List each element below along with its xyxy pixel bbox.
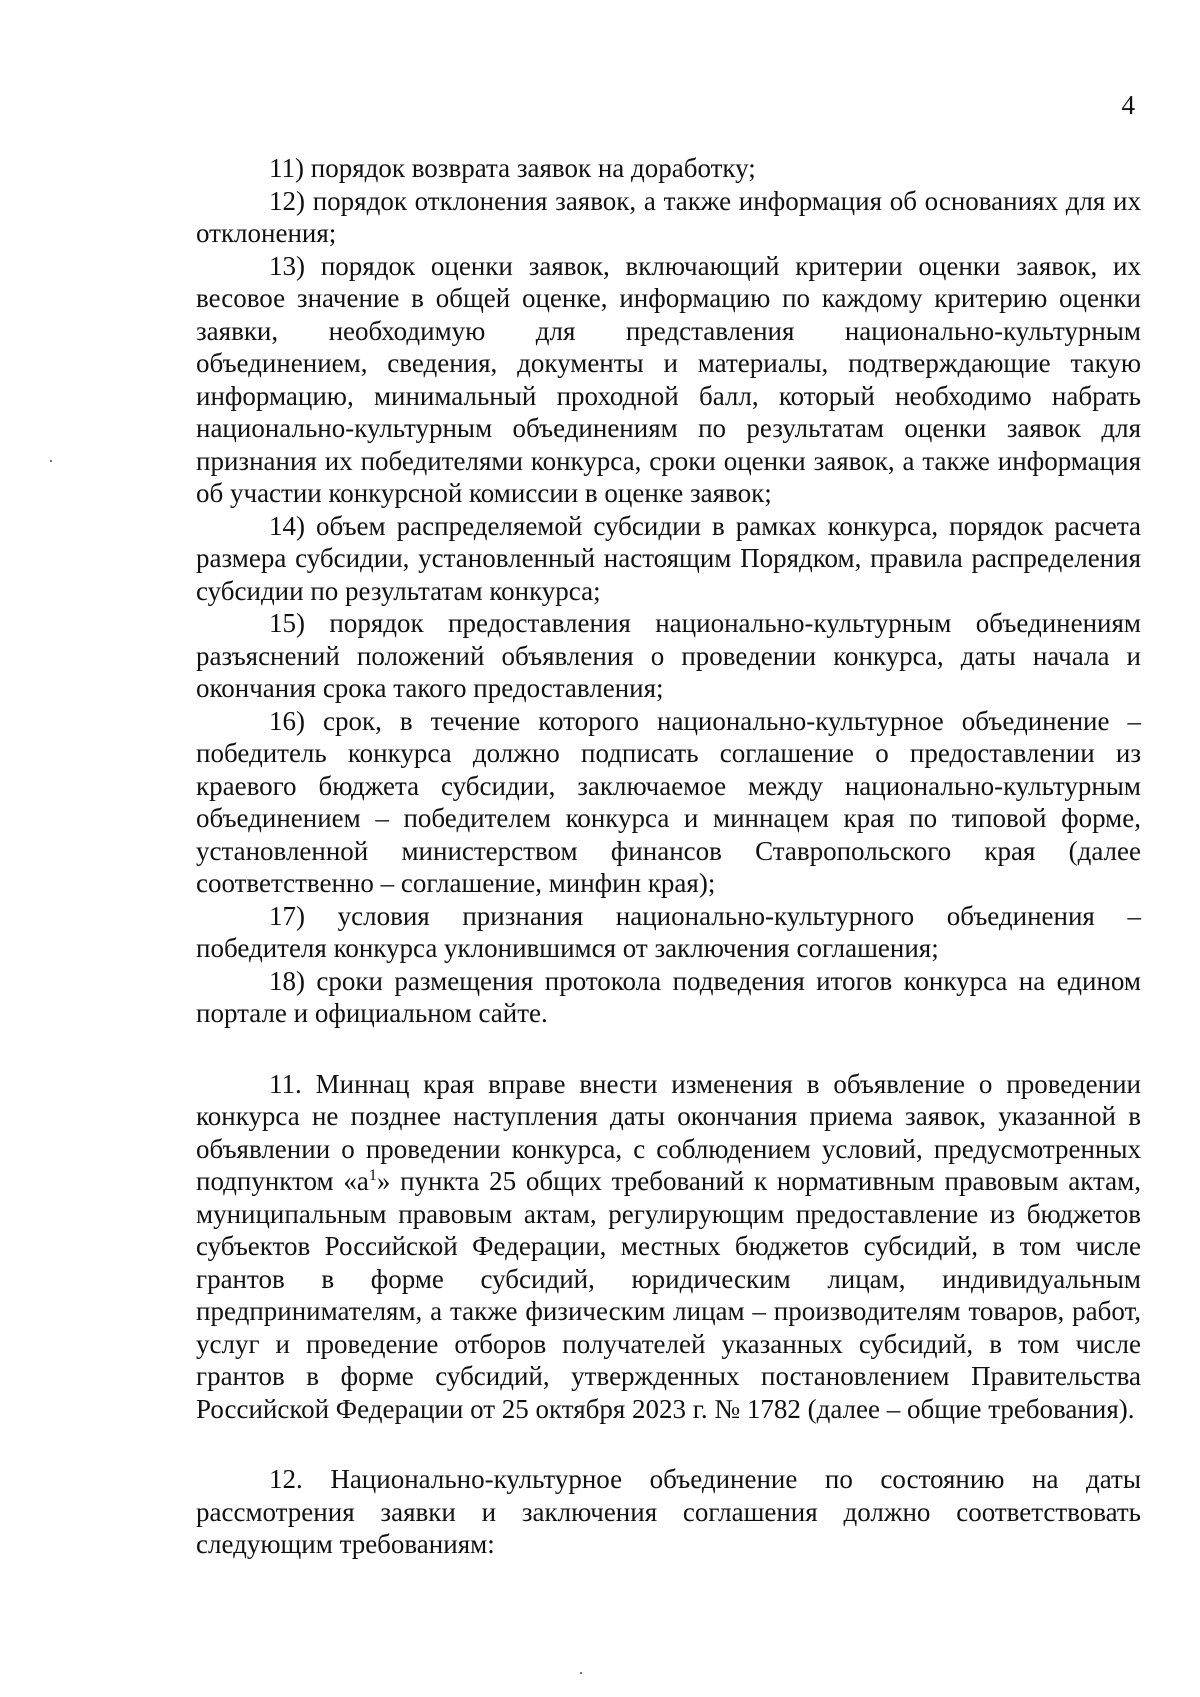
list-item: 13) порядок оценки заявок, включающий критерии оценки заявок, их весовое значение в общей оценке, информацию по каждому критерию оценки заявки, необходимую для представления национально-культурным объединением, сведения, документы и материалы, подтверждающие такую информацию, минимальный проходной балл, который необходимо набрать национально-культурным объединениям по результатам оценки заявок для признания их победителями конкурса, сроки оценки заявок, а также информация об участии конкурсной комиссии в оценке заявок; <box>196 250 1141 508</box>
paragraph-spacer <box>196 1425 1141 1463</box>
list-item: 11) порядок возврата заявок на доработку; <box>269 153 756 183</box>
scan-speck <box>50 460 52 462</box>
section-11-text-end: » пункта 25 общих требований к нормативным правовым актам, муниципальным правовым актам, регулирующим предоставление из бюджетов субъектов Российской Федерации, местных бюджетов субсидий, в том числе грантов в форме субсидий, юридическим лицам, индивидуальным предпринимателям, а также физическим лицам – производителям товаров, работ, услуг и проведение отборов получателей указанных субсидий, в том числе грантов в форме субсидий, утвержденных постановлением Правительства Российской Федерации от 25 октября 2023 г. № 1782 (далее – общие требования). <box>196 1166 1141 1424</box>
list-item: 12) порядок отклонения заявок, а также информация об основаниях для их отклонения; <box>196 185 1141 248</box>
superscript-index: 1 <box>368 1167 377 1184</box>
list-item: 14) объем распределяемой субсидии в рамках конкурса, порядок расчета размера субсидии, установленный настоящим Порядком, правила распределения субсидии по результатам конкурса; <box>196 510 1141 606</box>
section-11-text-start: 11. Миннац края вправе внести изменения в объявление о проведении конкурса не позднее наступления даты окончания приема заявок, указанной в объявлении о проведении конкурса, с соблюдением условий, предусмотренных подпунктом «а <box>196 1068 1141 1196</box>
page-number: 4 <box>1121 90 1135 120</box>
list-item: 16) срок, в течение которого национально-культурное объединение – победитель конкурса должно подписать соглашение о предоставлении из краевого бюджета субсидии, заключаемое между национально-культурным объединением – победителем конкурса и миннацем края по типовой форме, установленной министерством финансов Ставропольского края (далее соответственно – соглашение, минфин края); <box>196 705 1141 898</box>
list-item: 18) сроки размещения протокола подведения итогов конкурса на едином портале и официальном сайте. <box>196 965 1141 1028</box>
section-11-paragraph <box>196 1068 1141 1426</box>
document-body <box>196 152 1141 1561</box>
list-item: 17) условия признания национально-культурного объединения – победителя конкурса уклонившимся от заключения соглашения; <box>196 900 1141 963</box>
paragraph-spacer <box>196 1030 1141 1068</box>
section-12-paragraph: 12. Национально-культурное объединение по состоянию на даты рассмотрения заявки и заключения соглашения должно соответствовать следующим требованиям: <box>196 1464 1141 1559</box>
scan-speck <box>580 1672 582 1674</box>
list-item: 15) порядок предоставления национально-культурным объединениям разъяснений положений объявления о проведении конкурса, даты начала и окончания срока такого предоставления; <box>196 608 1141 703</box>
